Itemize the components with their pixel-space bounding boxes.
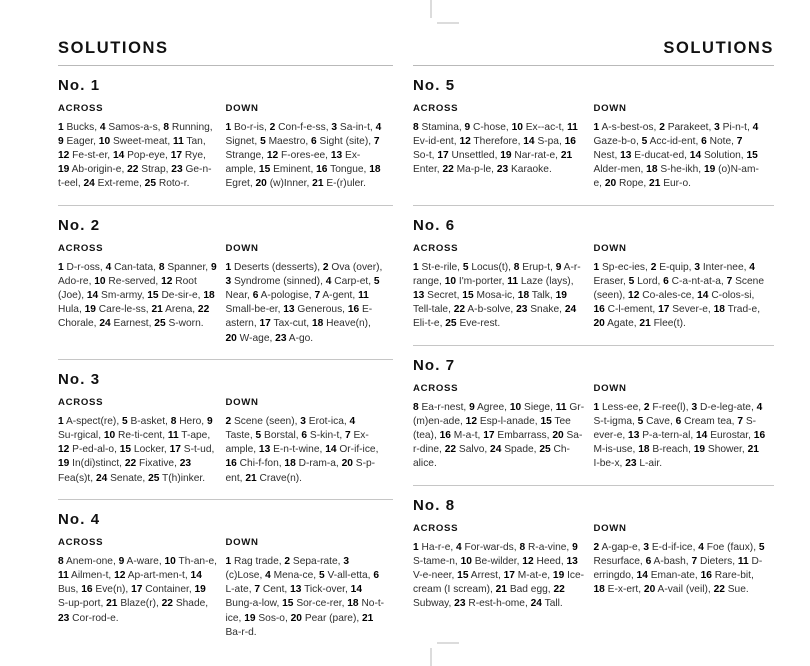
down-column [226, 103, 394, 192]
across-column [413, 383, 594, 472]
across-column [413, 523, 594, 612]
down-answers: 1 Rag trade, 2 Sepa-rate, 3 (c)Lose, 4 Mena-ce, 5 V-all-etta, 6 L-ate, 7 Cent, 13 Tick-over, 14 Bung-a-low, 15 Sor-ce-rer, 18 No-t-ice, 19 Sos-o, 20 Pear (pare), 21 Ba-r-d. [225, 555, 385, 638]
across-heading: ACROSS [58, 242, 104, 254]
puzzle-title: No. 7 [413, 356, 456, 374]
across-column [58, 243, 226, 346]
down-column [594, 103, 775, 192]
across-answers: 8 Anem-one, 9 A-ware, 10 Th-an-e, 11 Ailmen-t, 12 Ap-art-men-t, 14 Bus, 16 Eve(n), 17 Container, 19 S-up-port, 21 Blaze(r), 22 Shade, 23 Cor-rod-e. [58, 555, 217, 624]
across-column [58, 103, 226, 192]
clue-grid [58, 103, 393, 192]
down-answers: 2 Scene (seen), 3 Erot-ica, 4 Taste, 5 Borstal, 6 S-kin-t, 7 Ex-ample, 13 E-n-t-wine, 14 Or-if-ice, 16 Chi-f-fon, 18 D-ram-a, 20 S-p-ent, 21 Crave(n). [225, 415, 379, 484]
across-heading: ACROSS [413, 522, 459, 534]
puzzle-block-2 [58, 206, 393, 360]
puzzle-title: No. 8 [413, 496, 456, 514]
across-column [413, 243, 594, 332]
puzzle-block-8 [413, 486, 774, 612]
across-column [58, 537, 226, 640]
down-heading: DOWN [225, 102, 259, 114]
puzzle-block-5 [413, 66, 774, 206]
puzzle-title: No. 4 [58, 510, 101, 528]
puzzle-block-6 [413, 206, 774, 346]
across-answers: 8 Ea-r-nest, 9 Agree, 10 Siege, 11 Gr-(m)en-ade, 12 Esp-l-anade, 15 Tee (tea), 16 M-a-t, 17 Embarrass, 20 Sa-r-dine, 22 Salvo, 24 Spade, 25 Ch-alice. [413, 401, 585, 470]
across-answers: 1 D-r-oss, 4 Can-tata, 8 Spanner, 9 Ado-re, 10 Re-served, 12 Root (Joe), 14 Sm-army, 15 De-sir-e, 18 Hula, 19 Care-le-ss, 21 Arena, 22 Chorale, 24 Earnest, 25 S-worn. [58, 261, 217, 330]
down-heading: DOWN [593, 102, 627, 114]
clue-grid [413, 523, 774, 612]
across-answers: 8 Stamina, 9 C-hose, 10 Ex--ac-t, 11 Ev-id-ent, 12 Therefore, 14 S-pa, 16 So-t, 17 Unsettled, 19 Nar-rat-e, 21 Enter, 22 Ma-p-le, 23 Karaoke. [413, 121, 578, 176]
down-column [226, 243, 394, 346]
clue-grid [413, 103, 774, 192]
across-heading: ACROSS [413, 382, 459, 394]
down-column [594, 523, 775, 612]
down-heading: DOWN [593, 382, 627, 394]
down-answers: 1 A-s-best-os, 2 Parakeet, 3 Pi-n-t, 4 Gaze-b-o, 5 Acc-id-ent, 6 Note, 7 Nest, 13 E-ducat-ed, 14 Solution, 15 Alder-men, 18 S-he-ikh, 19 (o)N-am-e, 20 Rope, 21 Eur-o. [593, 121, 759, 190]
across-heading: ACROSS [58, 536, 104, 548]
across-heading: ACROSS [413, 102, 459, 114]
across-column [58, 397, 226, 486]
across-answers: 1 A-spect(re), 5 B-asket, 8 Hero, 9 Su-rgical, 10 Re-ti-cent, 11 T-ape, 12 P-ed-al-o, 15 Locker, 17 S-t-ud, 19 In(di)stinct, 22 Fixative, 23 Fea(s)t, 24 Senate, 25 T(h)inker. [58, 415, 215, 484]
puzzle-block-1 [58, 66, 393, 206]
down-heading: DOWN [225, 396, 259, 408]
puzzle-title: No. 5 [413, 76, 456, 94]
down-heading: DOWN [225, 242, 259, 254]
down-answers: 1 Sp-ec-ies, 2 E-quip, 3 Inter-nee, 4 Eraser, 5 Lord, 6 C-a-nt-at-a, 7 Scene (seen), 12 Co-ales-ce, 14 C-olos-si, 16 C-l-ement, 17 Sever-e, 18 Trad-e, 20 Agate, 21 Flee(t). [593, 261, 764, 330]
puzzle-block-3 [58, 360, 393, 500]
down-answers: 1 Deserts (desserts), 2 Ova (over), 3 Syndrome (sinned), 4 Carp-et, 5 Near, 6 A-pologise, 7 A-gent, 11 Small-be-er, 13 Generous, 16 E-astern, 17 Tax-cut, 18 Heave(n), 20 W-age, 23 A-go. [225, 261, 383, 344]
page-title-right: SOLUTIONS [663, 39, 774, 57]
clue-grid [58, 397, 393, 486]
across-answers: 1 St-e-rile, 5 Locus(t), 8 Erup-t, 9 A-r-range, 10 I'm-porter, 11 Laze (lays), 13 Secret, 15 Mosa-ic, 18 Talk, 19 Tell-tale, 22 A-b-solve, 23 Snake, 24 Eli-t-e, 25 Eve-rest. [413, 261, 581, 330]
right-column [405, 0, 810, 666]
puzzle-title: No. 6 [413, 216, 456, 234]
clue-grid [413, 383, 774, 472]
clue-grid [58, 243, 393, 346]
puzzle-block-7 [413, 346, 774, 486]
across-heading: ACROSS [58, 102, 104, 114]
down-answers: 1 Less-ee, 2 F-ree(l), 3 D-e-leg-ate, 4 S-t-igma, 5 Cave, 6 Cream tea, 7 S-ever-e, 13 P-a-tern-al, 14 Eurostar, 16 M-is-use, 18 B-reach, 19 Shower, 21 I-be-x, 23 L-air. [593, 401, 766, 470]
down-column [594, 243, 775, 332]
page-title-left: SOLUTIONS [58, 39, 169, 57]
down-column [594, 383, 775, 472]
across-answers: 1 Bucks, 4 Samos-a-s, 8 Running, 9 Eager, 10 Sweet-meat, 11 Tan, 12 Fe-st-er, 14 Pop-eye, 17 Rye, 19 Ab-origin-e, 22 Strap, 23 Ge-n-t-eel, 24 Ext-reme, 25 Roto-r. [58, 121, 213, 190]
across-heading: ACROSS [413, 242, 459, 254]
down-answers: 2 A-gap-e, 3 E-d-if-ice, 4 Foe (faux), 5 Resurface, 6 A-bash, 7 Dieters, 11 D-erringdo, 14 Eman-ate, 16 Rare-bit, 18 E-x-ert, 20 A-vail (veil), 22 Sue. [593, 541, 765, 596]
down-heading: DOWN [593, 522, 627, 534]
clue-grid [58, 537, 393, 640]
down-column [226, 537, 394, 640]
clue-grid [413, 243, 774, 332]
puzzle-title: No. 3 [58, 370, 101, 388]
puzzle-block-4 [58, 500, 393, 640]
puzzle-title: No. 2 [58, 216, 101, 234]
across-column [413, 103, 594, 192]
across-heading: ACROSS [58, 396, 104, 408]
down-column [226, 397, 394, 486]
down-heading: DOWN [593, 242, 627, 254]
down-heading: DOWN [225, 536, 259, 548]
puzzle-title: No. 1 [58, 76, 101, 94]
across-answers: 1 Ha-r-e, 4 For-war-ds, 8 R-a-vine, 9 S-tame-n, 10 Be-wilder, 12 Heed, 13 V-e-neer, 15 Arrest, 17 M-at-e, 19 Ice-cream (I scream), 21 Bad egg, 22 Subway, 23 R-est-h-ome, 24 Tall. [413, 541, 585, 610]
down-answers: 1 Bo-r-is, 2 Con-f-e-ss, 3 Sa-in-t, 4 Signet, 5 Maestro, 6 Sight (site), 7 Strange, 12 F-ores-ee, 13 Ex-ample, 15 Eminent, 16 Tongue, 18 Egret, 20 (w)Inner, 21 E-(r)uler. [225, 121, 382, 190]
